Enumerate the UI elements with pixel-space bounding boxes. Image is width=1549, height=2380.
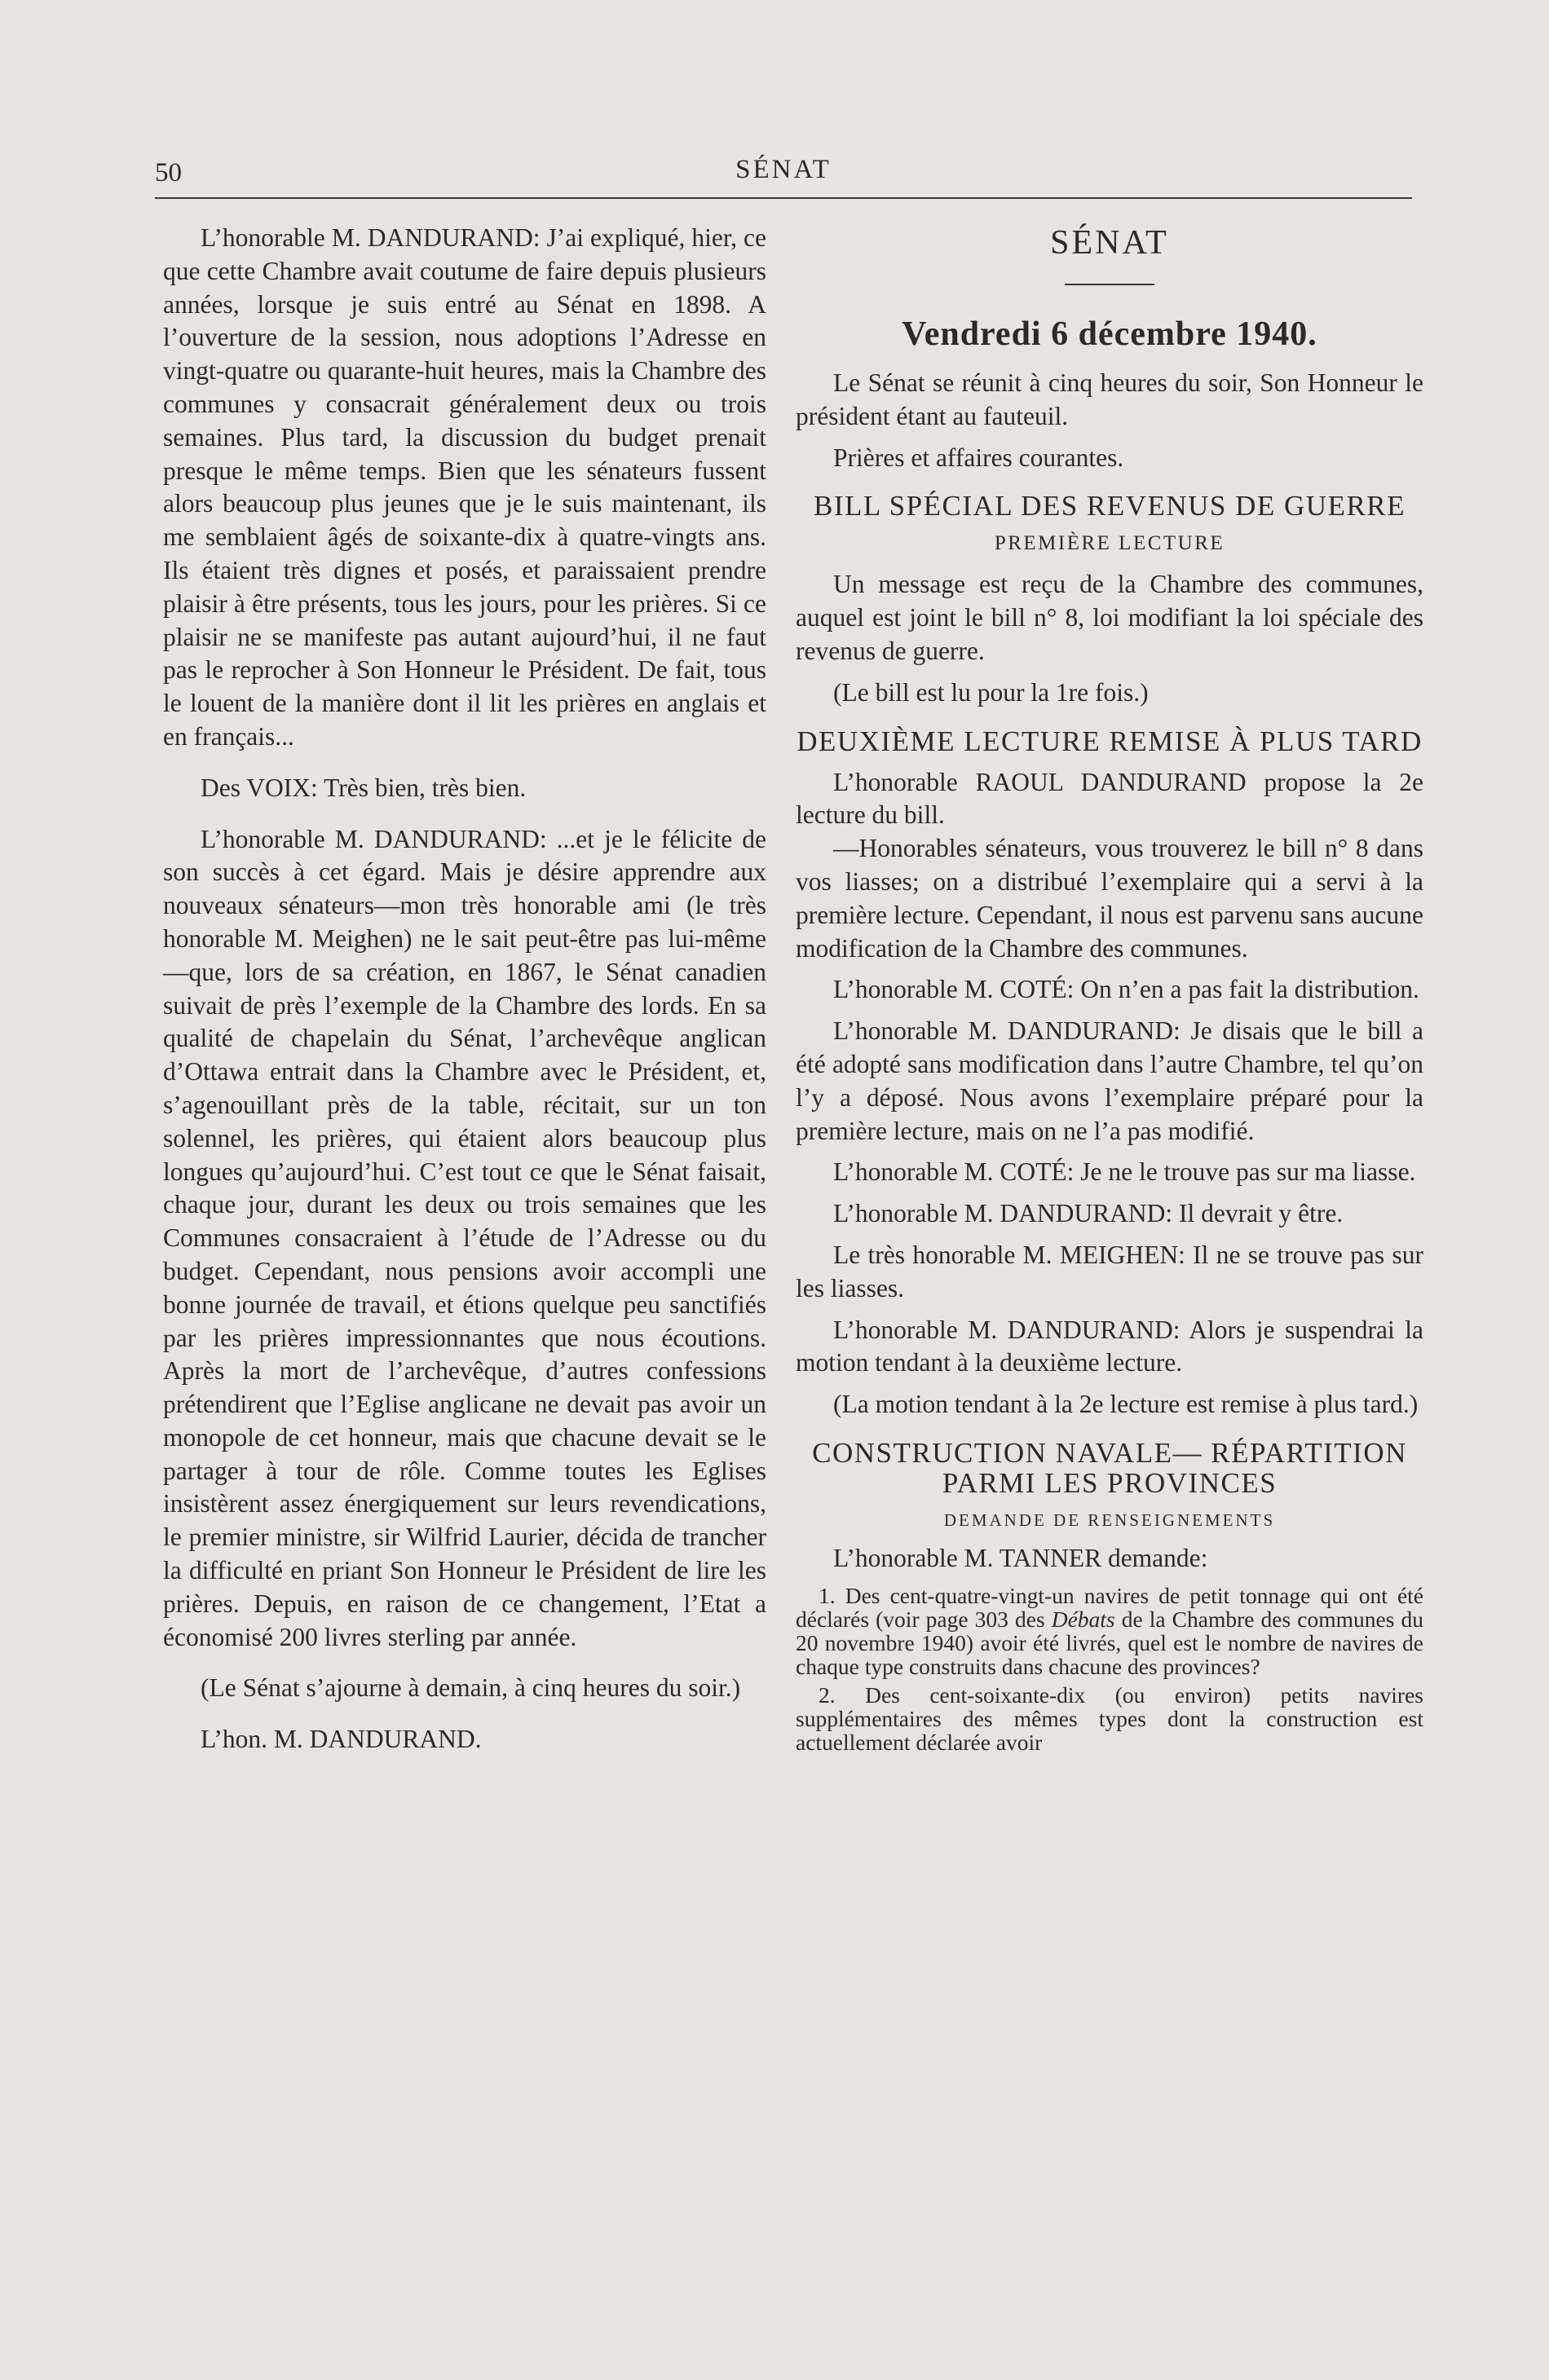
paragraph: Un message est reçu de la Chambre des communes, auquel est joint le bill n° 8, loi modifiant la loi spéciale des revenus de guerre. xyxy=(796,570,1423,665)
page-header xyxy=(155,155,1412,196)
question-text: de la Chambre des communes du 20 novembre 1940) avoir été livrés, quel est le nombre de navires de chaque type construits dans chacune des provinces? xyxy=(796,1606,1423,1679)
paragraph: L’hon. M. DANDURAND. xyxy=(201,1725,482,1754)
question-item: 2. Des cent-soixante-dix (ou environ) petits navires supplémentaires des mêmes types dont la construction est actuellement déclarée avoir xyxy=(796,1681,1423,1755)
paragraph: Prières et affaires courantes. xyxy=(833,443,1124,472)
left-column xyxy=(163,222,766,1774)
paragraph: L’honorable M. DANDURAND: J’ai expliqué, hier, ce que cette Chambre avait coutume de faire depuis plusieurs années, lorsque je suis entré au Sénat en 1898. A l’ouverture de la session, nous adoptions l’Adresse en vingt-quatre ou quarante-huit heures, mais la Chambre des communes y consacrait généralement deux ou trois semaines. Plus tard, la discussion du budget prenait presque le même temps. Bien que les sénateurs fussent alors beaucoup plus jeunes que je le suis maintenant, ils me semblaient âgés de soixante-dix à quatre-vingts ans. Ils étaient très dignes et posés, et paraissaient prendre plaisir à être présents, tous les jours, pour les prières. Si ce plaisir ne se manifeste pas autant aujourd’hui, il ne faut pas le reprocher à Son Honneur le Président. De fait, tous le louent de la manière dont il lit les prières en anglais et en français... xyxy=(163,223,766,751)
page-number: 50 xyxy=(155,158,182,187)
paragraph: (La motion tendant à la 2e lecture est remise à plus tard.) xyxy=(833,1390,1419,1419)
right-column xyxy=(796,222,1423,1759)
paragraph: Des VOIX: Très bien, très bien. xyxy=(201,773,527,802)
paragraph: L’honorable M. DANDURAND: ...et je le félicite de son succès à cet égard. Mais je désire apprendre aux nouveaux sénateurs—mon très honorable ami (le très honorable M. Meighen) ne le sait peut-être pas lui-même—que, lors de sa création, en 1867, le Sénat canadien suivait de près l’exemple de la Chambre des lords. En sa qualité de chapelain du Sénat, l’archevêque anglican d’Ottawa entrait dans la Chambre avec le Président, et, s’agenouillant près de la table, récitait, sur un ton solennel, les prières, qui étaient alors beaucoup plus longues qu’aujourd’hui. C’est tout ce que le Sénat faisait, chaque jour, durant les deux ou trois semaines que les Communes consacraient à l’étude de l’Adresse ou du budget. Cependant, nous pensions avoir accompli une bonne journée de travail, et étions quelque peu sanctifiés par les prières impressionnantes que nous écoutions. Après la mort de l’archevêque, d’autres confessions prétendirent que l’Eglise anglicane ne devait pas avoir un monopole de cet honneur, mais que chacune devait se le partager à tour de rôle. Comme toutes les Eglises insistèrent assez énergiquement sur leurs revendications, le premier ministre, sir Wilfrid Laurier, décida de trancher la difficulté en priant Son Honneur le Président de lire les prières. Depuis, en raison de ce changement, l’Etat a économisé 200 livres sterling par année. xyxy=(163,824,766,1651)
first-reading-subheading: PREMIÈRE LECTURE xyxy=(994,532,1225,555)
section-title: SÉNAT xyxy=(1050,224,1169,262)
paragraph: —Honorables sénateurs, vous trouverez le bill n° 8 dans vos liasses; on a distribué l’exemplaire qui a servi à la première lecture. Cependant, il nous est parvenu sans aucune modification de la Chambre des communes. xyxy=(796,834,1423,963)
paragraph: (Le Sénat s’ajourne à demain, à cinq heures du soir.) xyxy=(201,1673,741,1703)
paragraph: L’honorable M. DANDURAND: Alors je suspendrai la motion tendant à la deuxième lecture. xyxy=(796,1315,1423,1377)
section-rule xyxy=(1065,284,1154,285)
paragraph: L’honorable M. COTÉ: Je ne le trouve pas sur ma liasse. xyxy=(833,1157,1416,1187)
running-title: SÉNAT xyxy=(735,155,832,184)
sitting-date: Vendredi 6 décembre 1940. xyxy=(902,315,1317,353)
paragraph: (Le bill est lu pour la 1re fois.) xyxy=(833,677,1149,707)
header-rule xyxy=(155,197,1412,199)
naval-heading: CONSTRUCTION NAVALE— RÉPARTITION PARMI LES PROVINCES xyxy=(812,1436,1407,1499)
paragraph: Le très honorable M. MEIGHEN: Il ne se trouve pas sur les liasses. xyxy=(796,1240,1423,1302)
paragraph: L’honorable M. COTÉ: On n’en a pas fait la distribution. xyxy=(833,975,1419,1004)
paragraph: Le Sénat se réunit à cinq heures du soir, Son Honneur le président étant au fauteuil. xyxy=(796,368,1423,430)
question-item xyxy=(796,1584,1423,1678)
paragraph: L’honorable M. DANDURAND: Je disais que le bill a été adopté sans modification dans l’autre Chambre, tel qu’on l’y a déposé. Nous avons l’exemplaire préparé pour la première lecture, mais on ne l’a pas modifié. xyxy=(796,1016,1423,1145)
question-text: 1. Des cent-quatre-vingt-un navires de petit tonnage qui ont été déclarés (voir page 303 des xyxy=(796,1582,1423,1632)
bill-heading: BILL SPÉCIAL DES REVENUS DE GUERRE xyxy=(813,490,1406,522)
naval-subheading: DEMANDE DE RENSEIGNEMENTS xyxy=(943,1510,1276,1530)
italic-title: Débats xyxy=(1051,1606,1115,1632)
paragraph: L’honorable M. TANNER demande: xyxy=(833,1543,1208,1572)
paragraph: L’honorable RAOUL DANDURAND propose la 2e lecture du bill. xyxy=(796,767,1423,830)
second-reading-heading: DEUXIÈME LECTURE REMISE À PLUS TARD xyxy=(797,725,1423,757)
paragraph: L’honorable M. DANDURAND: Il devrait y être. xyxy=(833,1199,1344,1228)
question-list xyxy=(796,1584,1423,1754)
